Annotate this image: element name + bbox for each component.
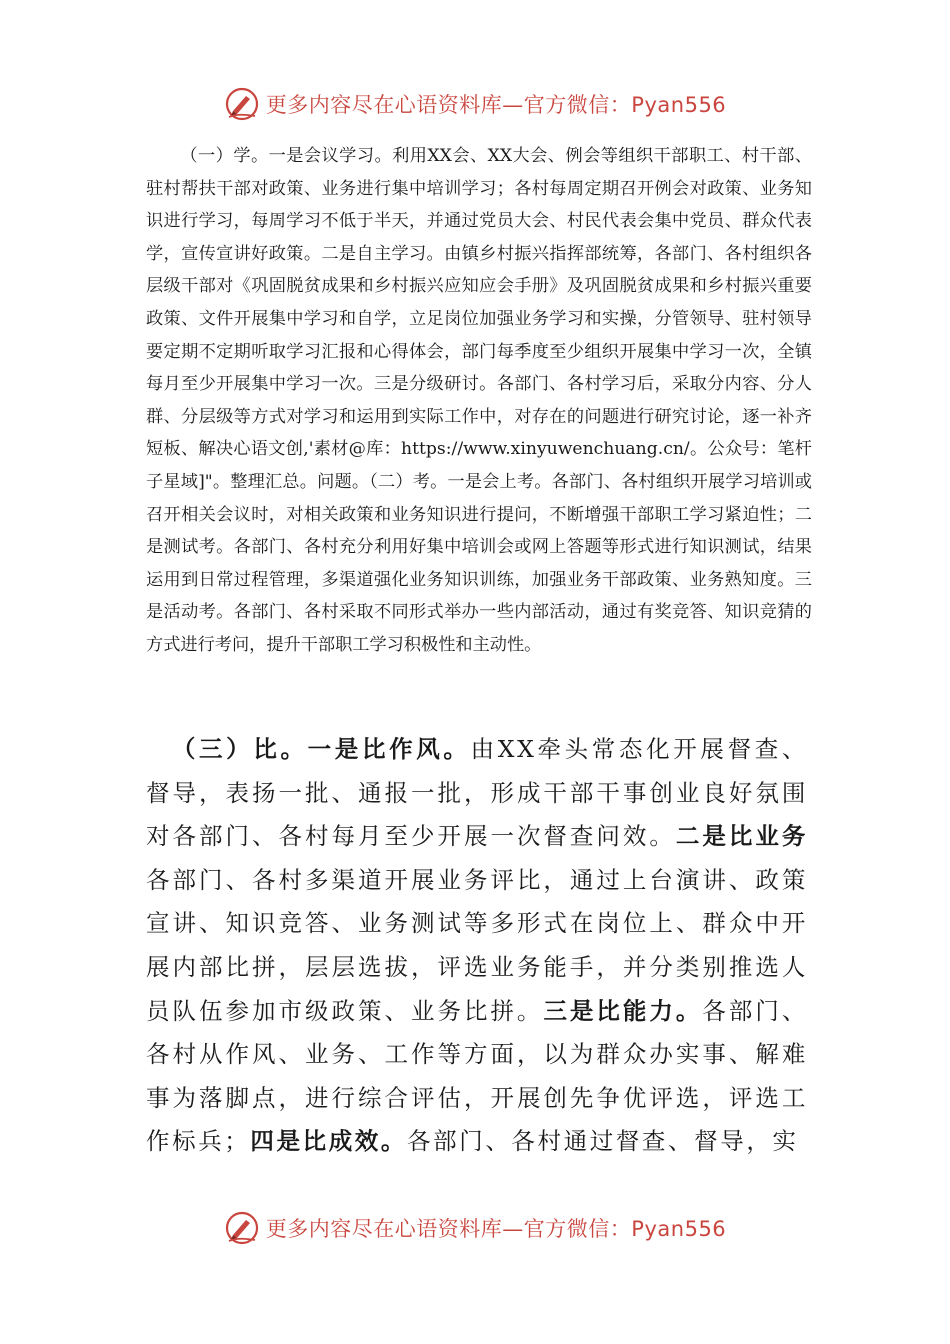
pen-circle-logo-icon bbox=[224, 1210, 260, 1246]
banner-text: 更多内容尽在心语资料库—官方微信：Pyan556 bbox=[265, 1217, 727, 1241]
footer-banner bbox=[0, 1208, 950, 1248]
paragraph-text: 各部门、各村从作风、业务、工作等方面，以为群众办实事、解难事为落脚点，进行综合评估，开展创先争优评选，评选工作标兵； bbox=[146, 996, 809, 1156]
paragraph-text: 各部门、各村通过督查、督导，实 bbox=[407, 1127, 799, 1156]
body-paragraph-2 bbox=[146, 728, 808, 1164]
header-banner bbox=[0, 84, 950, 124]
banner-text: 更多内容尽在心语资料库—官方微信：Pyan556 bbox=[265, 93, 727, 117]
bold-heading: 二是比业务 bbox=[675, 822, 809, 851]
paragraph-text: 由XX牵头常态化开展督查、督导，表扬一批、通报一批，形成干部干事创业良好氛围对各部门、各村每月至少开展一次督查问效。 bbox=[146, 735, 808, 851]
paragraph-text: 各部门、各村多渠道开展业务评比，通过上台演讲、政策宣讲、知识竞答、业务测试等多形式在岗位上、群众中开展内部比拼，层层选拔，评选业务能手，并分类别推选人员队伍参加市级政策、业务比拼。 bbox=[146, 865, 808, 1025]
bold-heading: 三是比能力。 bbox=[543, 996, 703, 1025]
bold-heading: （三）比。一是比作风。 bbox=[171, 735, 471, 763]
pen-circle-logo-icon bbox=[224, 86, 260, 122]
body-paragraph-1: （一）学。一是会议学习。利用XX会、XX大会、例会等组织干部职工、村干部、驻村帮扶干部对政策、业务进行集中培训学习；各村每周定期召开例会对政策、业务知识进行学习，每周学习不低于半天，并通过党员大会、村民代表会集中党员、群众代表学，宣传宣讲好政策。二是自主学习。由镇乡村振兴指挥部统筹，各部门、各村组织各层级干部对《巩固脱贫成果和乡村振兴应知应会手册》及巩固脱贫成果和乡村振兴重要政策、文件开展集中学习和自学，立足岗位加强业务学习和实操，分管领导、驻村领导要定期不定期听取学习汇报和心得体会，部门每季度至少组织开展集中学习一次，全镇每月至少开展集中学习一次。三是分级研讨。各部门、各村学习后，采取分内容、分人群、分层级等方式对学习和运用到实际工作中，对存在的问题进行研究讨论，逐一补齐短板、解决心语文创,'素材@库：https://www.xinyuwenchuang.cn/。公众号：笔杆子星域]"。整理汇总。问题。（二）考。一是会上考。各部门、各村组织开展学习培训或召开相关会议时，对相关政策和业务知识进行提问，不断增强干部职工学习紧迫性；二是测试考。各部门、各村充分利用好集中培训会或网上答题等形式进行知识测试，结果运用到日常过程管理，多渠道强化业务知识训练，加强业务干部政策、业务熟知度。三是活动考。各部门、各村采取不同形式举办一些内部活动，通过有奖竞答、知识竞猜的方式进行考问，提升干部职工学习积极性和主动性。 bbox=[146, 146, 812, 655]
bold-heading: 四是比成效。 bbox=[250, 1127, 408, 1156]
